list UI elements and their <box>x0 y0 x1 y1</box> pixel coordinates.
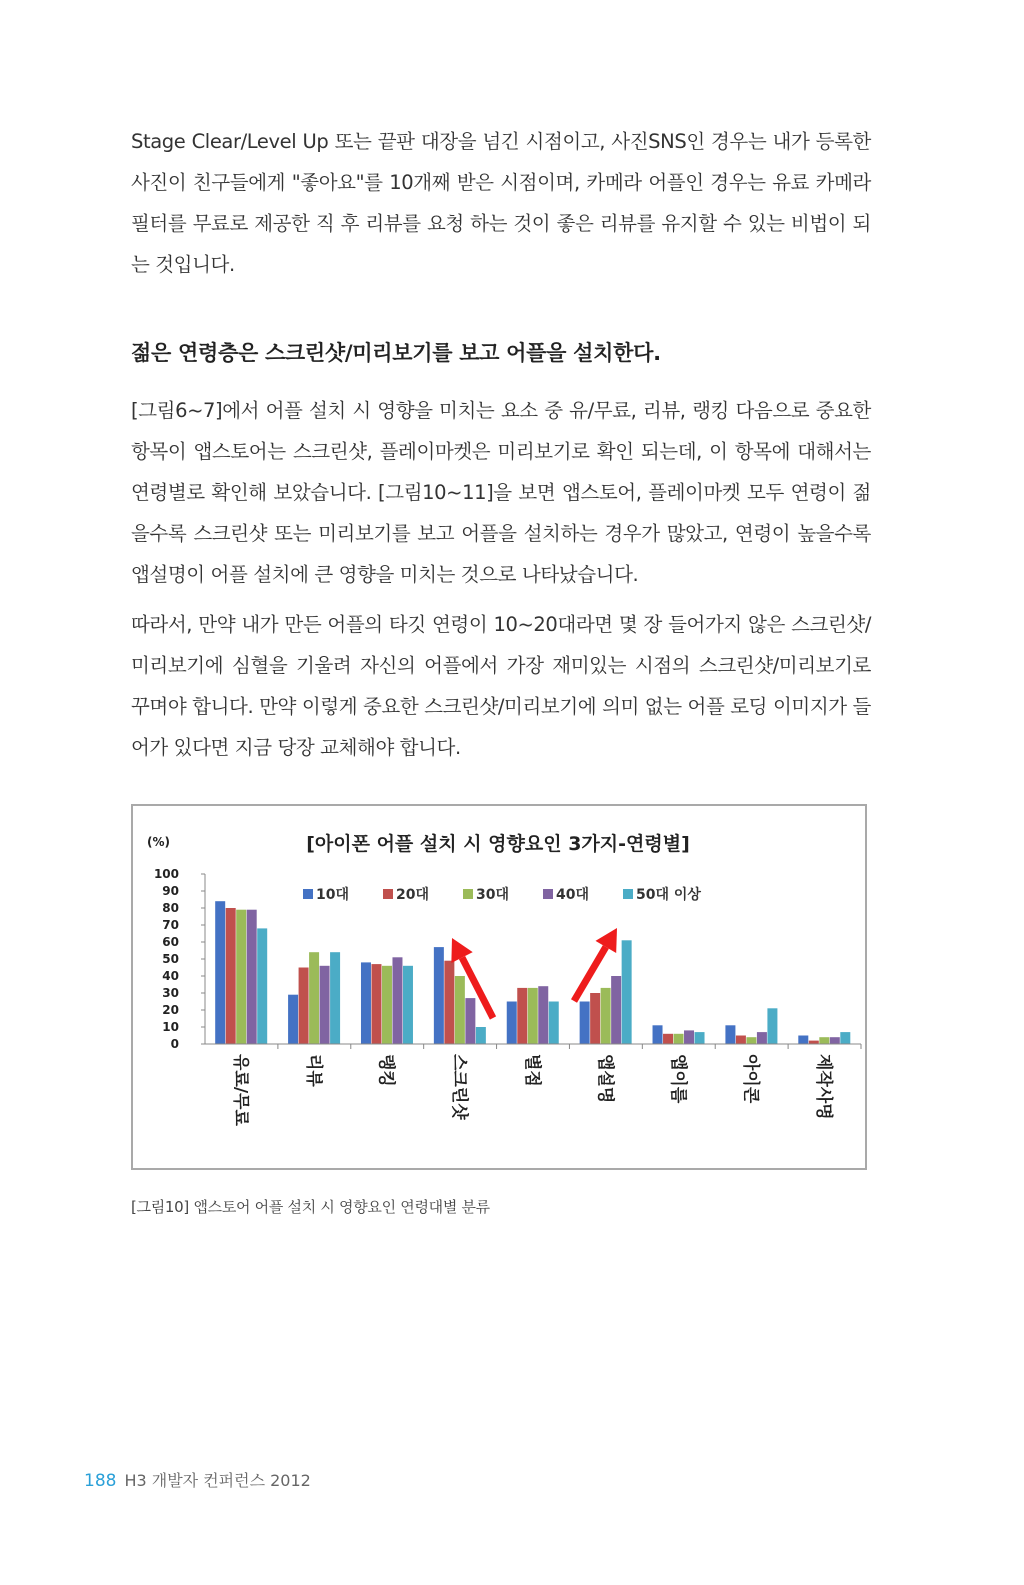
bar <box>580 1002 590 1045</box>
legend-swatch <box>623 889 633 899</box>
legend-swatch <box>303 889 313 899</box>
bar <box>549 1002 559 1045</box>
legend-label: 40대 <box>556 887 590 903</box>
y-axis-unit: (%) <box>147 835 170 849</box>
bar <box>257 928 267 1044</box>
bar <box>840 1032 850 1044</box>
section-heading: 젊은 연령층은 스크린샷/미리보기를 보고 어플을 설치한다. <box>131 341 661 365</box>
bar <box>330 952 340 1044</box>
y-tick-label: 100 <box>153 867 179 881</box>
bar <box>226 908 236 1044</box>
paragraph-recommendation: 따라서, 만약 내가 만든 어플의 타깃 연령이 10~20대라면 몇 장 들어가지 않은 스크린샷/미리보기에 심혈을 기울려 자신의 어플에서 가장 재미있는 시점의 스크린샷/미리보기로 꾸며야 합니다. 만약 이렇게 중요한 스크린샷/미리보기에 의미 없는 어플 로딩 이미지가 들어가 있다면 지금 당장 교체해야 합니다. <box>131 613 871 759</box>
y-tick-label: 10 <box>162 1020 179 1034</box>
legend-swatch <box>383 889 393 899</box>
bar <box>507 1002 517 1045</box>
bar <box>309 952 319 1044</box>
figure-caption: [그림10] 앱스토어 어플 설치 시 영향요인 연령대별 분류 <box>131 1198 490 1216</box>
bar <box>476 1027 486 1044</box>
bar <box>434 947 444 1044</box>
category-label: 앱설명 <box>594 1054 615 1104</box>
y-tick-label: 0 <box>170 1037 179 1051</box>
bar <box>674 1034 684 1044</box>
bar <box>236 910 246 1044</box>
bar <box>653 1025 663 1044</box>
bar <box>528 988 538 1044</box>
bar <box>361 962 371 1044</box>
chart-title: [아이폰 어플 설치 시 영향요인 3가지-연령별] <box>306 833 690 855</box>
bar <box>465 998 475 1044</box>
y-tick-label: 50 <box>162 952 179 966</box>
category-label: 스크린샷 <box>449 1054 470 1120</box>
bar <box>538 986 548 1044</box>
bar <box>746 1037 756 1044</box>
bar <box>695 1032 705 1044</box>
bar <box>725 1025 735 1044</box>
category-label: 랭킹 <box>376 1054 397 1087</box>
bar <box>247 910 257 1044</box>
bar <box>382 966 392 1044</box>
paragraph-age-analysis: [그림6~7]에서 어플 설치 시 영향을 미치는 요소 중 유/무료, 리뷰, 랭킹 다음으로 중요한 항목이 앱스토어는 스크린샷, 플레이마켓은 미리보기로 확인 되는데, 이 항목에 대해서는 연령별로 확인해 보았습니다. [그림10~11]을 보면 앱스토어, 플레이마켓 모두 연령이 젊을수록 스크린샷 또는 미리보기를 보고 어플을 설치하는 경우가 많았고, 연령이 높을수록 앱설명이 어플 설치에 큰 영향을 미치는 것으로 나타났습니다. <box>131 399 871 586</box>
bar <box>288 995 298 1044</box>
paragraph-review-timing: Stage Clear/Level Up 또는 끝판 대장을 넘긴 시점이고, 사진SNS인 경우는 내가 등록한 사진이 친구들에게 "좋아요"를 10개째 받은 시점이며, 카메라 어플인 경우는 유료 카메라 필터를 무료로 제공한 직 후 리뷰를 요청 하는 것이 좋은 리뷰를 유지할 수 있는 비법이 되는 것입니다. <box>131 130 871 276</box>
bar <box>611 976 621 1044</box>
category-label: 제작사명 <box>813 1054 834 1120</box>
legend-swatch <box>463 889 473 899</box>
bar <box>517 988 527 1044</box>
bar <box>455 976 465 1044</box>
bar <box>819 1037 829 1044</box>
y-tick-label: 60 <box>162 935 179 949</box>
y-tick-label: 90 <box>162 884 179 898</box>
page-number: 188 <box>84 1471 117 1491</box>
category-label: 리뷰 <box>303 1054 324 1087</box>
category-label: 앱이름 <box>667 1054 688 1104</box>
page-footer <box>84 1468 311 1491</box>
bar <box>215 901 225 1044</box>
bar <box>684 1030 694 1044</box>
bar <box>444 961 454 1044</box>
footer-title: H3 개발자 컨퍼런스 2012 <box>124 1471 311 1490</box>
bar <box>403 966 413 1044</box>
bar <box>299 968 309 1045</box>
y-tick-label: 40 <box>162 969 179 983</box>
bar <box>830 1037 840 1044</box>
bar <box>663 1034 673 1044</box>
category-label: 아이콘 <box>740 1054 761 1104</box>
bar <box>392 957 402 1044</box>
bar <box>622 940 632 1044</box>
bar <box>371 964 381 1044</box>
legend-swatch <box>543 889 553 899</box>
legend-label: 20대 <box>396 887 430 903</box>
bar <box>736 1036 746 1045</box>
chart-figure <box>131 804 867 1170</box>
bar <box>320 966 330 1044</box>
y-tick-label: 20 <box>162 1003 179 1017</box>
bar <box>590 993 600 1044</box>
category-label: 유료/무료 <box>230 1054 251 1126</box>
legend-label: 50대 이상 <box>636 887 701 903</box>
bar <box>798 1036 808 1045</box>
y-tick-label: 30 <box>162 986 179 1000</box>
bar <box>757 1032 767 1044</box>
y-tick-label: 80 <box>162 901 179 915</box>
bar <box>767 1008 777 1044</box>
bar-chart <box>133 806 865 1168</box>
legend-label: 30대 <box>476 887 510 903</box>
bar <box>601 988 611 1044</box>
legend-label: 10대 <box>316 887 350 903</box>
bar <box>809 1041 819 1044</box>
y-tick-label: 70 <box>162 918 179 932</box>
category-label: 별점 <box>522 1054 542 1087</box>
